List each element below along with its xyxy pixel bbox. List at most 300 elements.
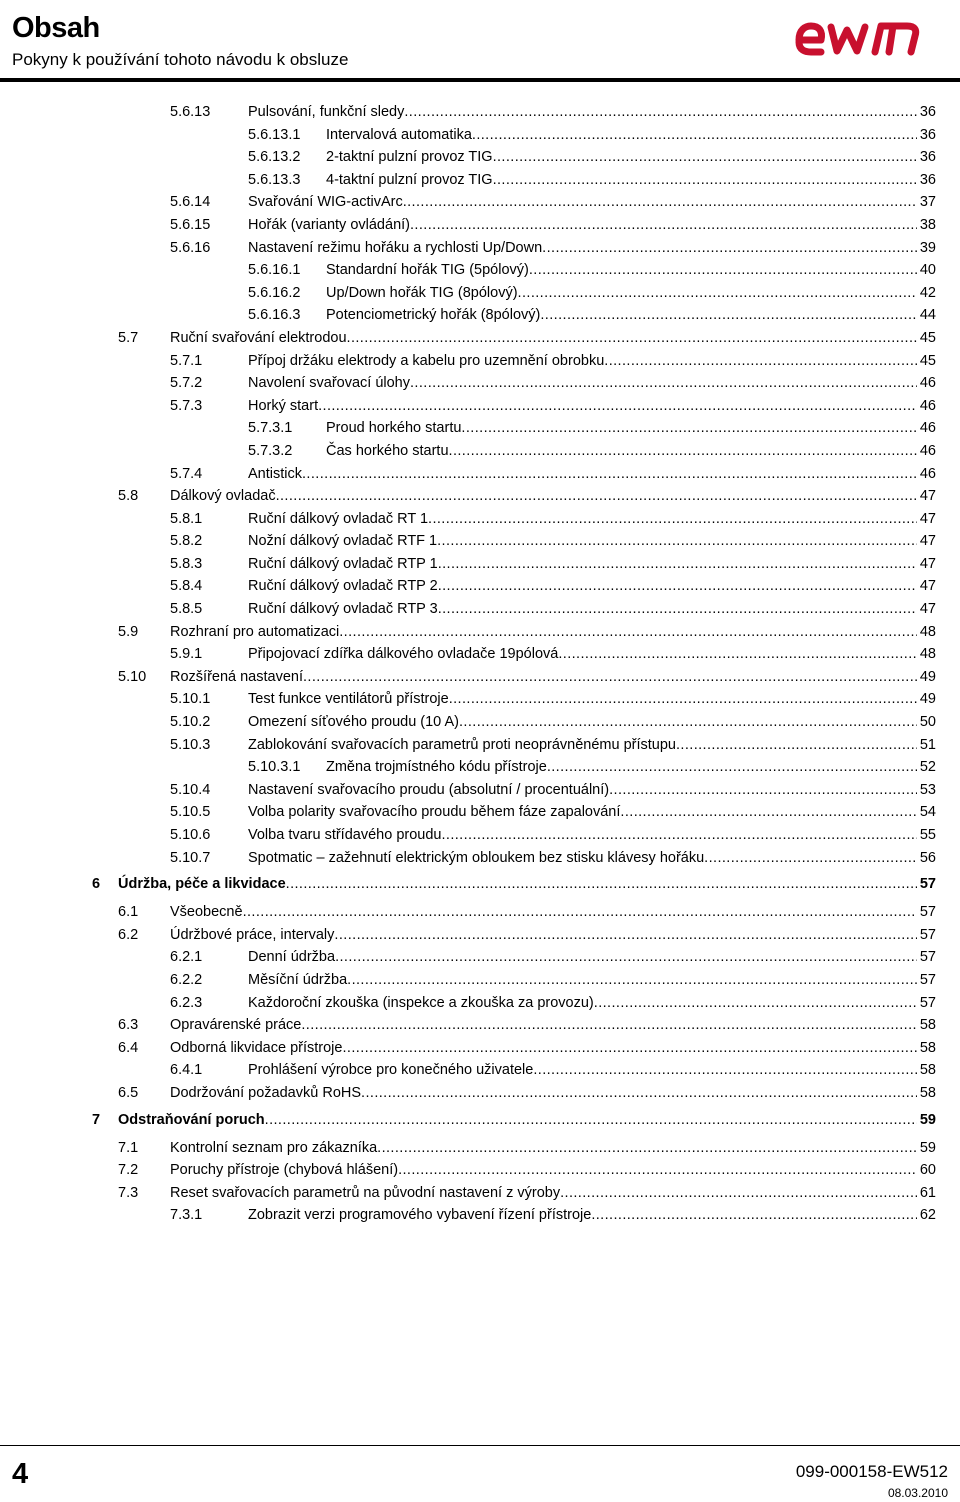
toc-entry-line <box>248 192 936 212</box>
toc-entry-title: Ruční svařování elektrodou <box>170 329 347 346</box>
dot-leader <box>301 1015 917 1035</box>
toc-entry-title: Měsíční údržba <box>248 971 348 988</box>
toc-entry-line <box>248 576 936 596</box>
toc-entry-line <box>248 464 936 484</box>
toc-entry-title: Ruční dálkový ovladač RTP 3 <box>248 601 438 618</box>
toc-entry-page: 61 <box>919 1184 936 1201</box>
dot-leader <box>276 486 917 506</box>
toc-entry-line <box>326 125 936 145</box>
toc-entry-number: 5.7.4 <box>170 465 203 482</box>
toc-entry[interactable] <box>0 351 960 374</box>
toc-entry[interactable] <box>0 689 960 712</box>
toc-entry-page: 47 <box>919 488 936 505</box>
toc-entry-page: 57 <box>919 876 936 893</box>
dot-leader <box>449 441 917 461</box>
toc-entry-page: 58 <box>919 1039 936 1056</box>
toc-entry-page: 40 <box>919 262 936 279</box>
toc-entry-page: 50 <box>919 714 936 731</box>
toc-entry[interactable] <box>0 238 960 261</box>
toc-entry-title: 4-taktní pulzní provoz TIG <box>326 171 493 188</box>
toc-entry-number: 5.10.2 <box>170 714 211 731</box>
toc-entry-number: 5.6.16.1 <box>248 262 301 279</box>
toc-entry-line <box>248 215 936 235</box>
toc-entry-page: 58 <box>919 1084 936 1101</box>
toc-entry-page: 46 <box>919 397 936 414</box>
toc-entry-title: Přípoj držáku elektrody a kabelu pro uzemnění obrobku <box>248 352 605 369</box>
toc-entry-number: 6 <box>92 876 101 893</box>
page-header <box>0 0 960 78</box>
dot-leader <box>461 418 917 438</box>
footer-doc-number: 099-000158-EW512 <box>795 1462 948 1481</box>
dot-leader <box>303 667 917 687</box>
dot-leader <box>318 396 917 416</box>
toc-entry[interactable] <box>0 848 960 871</box>
toc-entry-title: Denní údržba <box>248 949 336 966</box>
toc-entry[interactable] <box>0 902 960 925</box>
toc-entry-number: 5.7.3.2 <box>248 442 293 459</box>
toc-entry[interactable] <box>0 554 960 577</box>
toc-entry-title: Potenciometrický hořák (8pólový) <box>326 307 541 324</box>
toc-entry[interactable] <box>0 441 960 464</box>
toc-entry-title: Ruční dálkový ovladač RTP 1 <box>248 555 438 572</box>
toc-entry-page: 36 <box>919 171 936 188</box>
toc-entry-title: Dálkový ovladač <box>170 488 276 505</box>
dot-leader <box>620 802 917 822</box>
toc-entry-line <box>118 870 936 898</box>
toc-entry-title: Proud horkého startu <box>326 420 462 437</box>
toc-entry-number: 6.5 <box>118 1084 139 1101</box>
toc-entry[interactable] <box>0 170 960 193</box>
toc-entry[interactable] <box>0 418 960 441</box>
dot-leader <box>540 305 917 325</box>
toc-entry-number: 5.6.16.2 <box>248 284 301 301</box>
toc-entry-title: Hořák (varianty ovládání) <box>248 216 410 233</box>
header-rule <box>0 78 960 82</box>
toc-entry-page: 48 <box>919 623 936 640</box>
toc-entry-line <box>248 644 936 664</box>
toc-entry-title: Omezení síťového proudu (10 A) <box>248 714 459 731</box>
toc-entry[interactable] <box>0 993 960 1016</box>
toc-entry[interactable] <box>0 373 960 396</box>
dot-leader <box>533 1060 917 1080</box>
toc-entry-page: 44 <box>919 307 936 324</box>
toc-entry-number: 7.1 <box>118 1139 139 1156</box>
toc-entry-title: Čas horkého startu <box>326 442 449 459</box>
dot-leader <box>335 947 917 967</box>
toc-entry[interactable] <box>0 870 960 902</box>
toc-entry[interactable] <box>0 825 960 848</box>
dot-leader <box>361 1083 917 1103</box>
toc-entry[interactable] <box>0 802 960 825</box>
toc-entry-page: 48 <box>919 646 936 663</box>
toc-entry[interactable] <box>0 283 960 306</box>
dot-leader <box>676 735 917 755</box>
dot-leader <box>529 260 917 280</box>
toc-entry-page: 47 <box>919 578 936 595</box>
toc-entry-page: 54 <box>919 804 936 821</box>
dot-leader <box>265 1106 917 1134</box>
toc-entry-line <box>248 712 936 732</box>
toc-entry-number: 5.6.13 <box>170 104 211 120</box>
toc-entry-line <box>326 147 936 167</box>
dot-leader <box>459 712 917 732</box>
toc-entry-line <box>248 947 936 967</box>
toc-entry-title: Dodržování požadavků RoHS <box>170 1084 362 1101</box>
toc-entry[interactable] <box>0 780 960 803</box>
toc-entry-number: 5.6.15 <box>170 216 211 233</box>
toc-entry-number: 5.8.4 <box>170 578 203 595</box>
toc-entry-number: 7.3 <box>118 1184 139 1201</box>
toc-entry-number: 5.10.5 <box>170 804 211 821</box>
toc-entry[interactable] <box>0 925 960 948</box>
toc-entry-title: Volba tvaru střídavého proudu <box>248 827 442 843</box>
toc-entry-page: 52 <box>919 759 936 776</box>
toc-entry-line <box>248 848 936 868</box>
toc-entry[interactable] <box>0 622 960 645</box>
toc-entry[interactable] <box>0 599 960 622</box>
toc-entry-title: Spotmatic – zažehnutí elektrickým obloukem bez stisku klávesy hořáku <box>248 849 705 866</box>
toc-entry[interactable] <box>0 1015 960 1038</box>
dot-leader <box>542 238 917 258</box>
toc-entry-line <box>170 1015 936 1035</box>
page-title: Obsah <box>12 12 100 44</box>
toc-entry[interactable] <box>0 735 960 758</box>
toc-entry-page: 37 <box>919 194 936 211</box>
page-subtitle: Pokyny k používání tohoto návodu k obsluze <box>12 50 349 69</box>
toc-entry-number: 5.6.14 <box>170 194 211 211</box>
toc-entry-line <box>248 351 936 371</box>
toc-entry-page: 58 <box>919 1017 936 1034</box>
toc-entry-title: Ruční dálkový ovladač RT 1 <box>248 510 429 527</box>
toc-entry-title: Volba polarity svařovacího proudu během fáze zapalování <box>248 804 621 821</box>
toc-entry-line <box>326 170 936 190</box>
toc-entry-title: Opravárenské práce <box>170 1017 302 1034</box>
toc-entry[interactable] <box>0 1160 960 1183</box>
dot-leader <box>547 757 917 777</box>
toc-entry-number: 6.4 <box>118 1039 139 1056</box>
toc-entry-line <box>326 260 936 280</box>
toc-entry-line <box>170 1038 936 1058</box>
toc-entry-line <box>326 283 936 303</box>
toc-entry[interactable] <box>0 328 960 351</box>
dot-leader <box>339 622 917 642</box>
toc-entry-title: Up/Down hořák TIG (8pólový) <box>326 284 518 301</box>
toc-entry-title: Reset svařovacích parametrů na původní nastavení z výroby <box>170 1184 561 1201</box>
toc-entry-line <box>326 418 936 438</box>
toc-entry[interactable] <box>0 102 960 125</box>
dot-leader <box>302 464 917 484</box>
toc-entry-line <box>118 1106 936 1134</box>
toc-entry-page: 46 <box>919 420 936 437</box>
dot-leader <box>604 351 917 371</box>
dot-leader <box>704 848 917 868</box>
toc-entry[interactable] <box>0 1038 960 1061</box>
toc-entry[interactable] <box>0 192 960 215</box>
toc-entry-number: 5.6.13.3 <box>248 171 301 188</box>
toc-entry-number: 5.9.1 <box>170 646 203 663</box>
toc-entry[interactable] <box>0 576 960 599</box>
toc-entry-title: Antistick <box>248 465 302 482</box>
toc-entry-line <box>170 1138 936 1158</box>
toc-entry-line <box>248 1205 936 1225</box>
toc-entry-number: 5.6.13.2 <box>248 149 301 166</box>
toc-entry[interactable] <box>0 1205 960 1228</box>
toc-entry-page: 57 <box>919 949 936 966</box>
toc-entry-number: 5.10.1 <box>170 691 211 708</box>
toc-entry-title: Zobrazit verzi programového vybavení řízení přístroje <box>248 1207 592 1224</box>
dot-leader <box>398 1160 917 1180</box>
toc-entry-number: 7.2 <box>118 1162 139 1179</box>
dot-leader <box>441 825 917 845</box>
toc-entry[interactable] <box>0 1138 960 1161</box>
dot-leader <box>403 192 917 212</box>
toc-entry-page: 46 <box>919 442 936 459</box>
toc-entry-line <box>248 554 936 574</box>
toc-entry-page: 45 <box>919 352 936 369</box>
toc-entry-number: 5.9 <box>118 623 139 640</box>
toc-entry-line <box>248 373 936 393</box>
toc-entry-line <box>248 993 936 1013</box>
toc-entry-page: 49 <box>919 691 936 708</box>
toc-entry-page: 57 <box>919 971 936 988</box>
toc-entry-title: Připojovací zdířka dálkového ovladače 19pólová <box>248 646 559 663</box>
toc-entry-title: Kontrolní seznam pro zákazníka <box>170 1139 378 1156</box>
toc-entry-line <box>170 1160 936 1180</box>
toc-entry-page: 36 <box>919 149 936 166</box>
toc-entry-title: Nastavení svařovacího proudu (absolutní / procentuální) <box>248 781 610 798</box>
toc-entry[interactable] <box>0 147 960 170</box>
toc-entry-number: 5.7.1 <box>170 352 203 369</box>
toc-entry-page: 56 <box>919 849 936 866</box>
toc-entry-line <box>248 689 936 709</box>
toc-entry-title: Všeobecně <box>170 904 243 921</box>
toc-entry[interactable] <box>0 667 960 690</box>
dot-leader <box>438 576 917 596</box>
toc-entry-line <box>248 102 936 122</box>
toc-entry-line <box>248 780 936 800</box>
toc-entry-page: 62 <box>919 1207 936 1224</box>
toc-entry-line <box>170 902 936 922</box>
dot-leader <box>493 147 917 167</box>
toc-entry[interactable] <box>0 947 960 970</box>
toc-entry-title: Intervalová automatika <box>326 126 472 143</box>
toc-entry-number: 5.7.3 <box>170 397 203 414</box>
toc-entry-page: 58 <box>919 1062 936 1079</box>
toc-entry-page: 59 <box>919 1139 936 1156</box>
dot-leader <box>609 780 917 800</box>
toc-entry-number: 5.6.16.3 <box>248 307 301 324</box>
dot-leader <box>404 102 917 122</box>
toc-entry-line <box>170 925 936 945</box>
toc-entry[interactable] <box>0 1106 960 1138</box>
toc-entry-number: 6.4.1 <box>170 1062 203 1079</box>
toc-entry-page: 47 <box>919 510 936 527</box>
dot-leader <box>493 170 917 190</box>
toc-entry[interactable] <box>0 1083 960 1106</box>
toc-entry-number: 7 <box>92 1111 101 1128</box>
toc-entry-page: 47 <box>919 533 936 550</box>
toc-entry[interactable] <box>0 757 960 780</box>
toc-entry-page: 57 <box>919 994 936 1011</box>
table-of-contents <box>0 102 960 1228</box>
dot-leader <box>518 283 917 303</box>
toc-entry[interactable] <box>0 509 960 532</box>
dot-leader <box>594 993 917 1013</box>
toc-entry-page: 39 <box>919 239 936 256</box>
toc-entry-page: 57 <box>919 904 936 921</box>
toc-entry-title: Nožní dálkový ovladač RTF 1 <box>248 533 438 550</box>
toc-entry[interactable] <box>0 712 960 735</box>
toc-entry-number: 5.10.6 <box>170 827 211 843</box>
dot-leader <box>377 1138 917 1158</box>
dot-leader <box>428 509 917 529</box>
toc-entry-title: Horký start <box>248 397 319 414</box>
toc-entry-title: Standardní hořák TIG (5pólový) <box>326 262 529 279</box>
toc-entry-title: Prohlášení výrobce pro konečného uživatele <box>248 1062 534 1079</box>
toc-entry-line <box>170 1083 936 1103</box>
ewm-logo <box>793 18 935 58</box>
toc-entry-page: 60 <box>919 1162 936 1179</box>
toc-entry-page: 45 <box>919 329 936 346</box>
toc-entry-number: 5.8.2 <box>170 533 203 550</box>
toc-entry-page: 47 <box>919 555 936 572</box>
toc-entry-number: 5.10.3 <box>170 736 211 753</box>
dot-leader <box>558 644 917 664</box>
toc-entry-number: 5.8.5 <box>170 601 203 618</box>
toc-entry-title: Poruchy přístroje (chybová hlášení) <box>170 1162 399 1179</box>
toc-entry-number: 5.10.4 <box>170 781 211 798</box>
toc-entry-title: 2-taktní pulzní provoz TIG <box>326 149 493 166</box>
toc-entry-title: Test funkce ventilátorů přístroje <box>248 691 449 708</box>
dot-leader <box>243 902 917 922</box>
toc-entry-number: 5.7.2 <box>170 375 203 392</box>
toc-entry-number: 6.2.2 <box>170 971 203 988</box>
dot-leader <box>438 599 917 619</box>
toc-entry-number: 5.10 <box>118 668 147 685</box>
toc-entry-line <box>248 531 936 551</box>
toc-entry-page: 42 <box>919 284 936 301</box>
toc-entry-number: 5.8.1 <box>170 510 203 527</box>
toc-entry-number: 5.6.16 <box>170 239 211 256</box>
dot-leader <box>560 1183 917 1203</box>
toc-entry-line <box>248 1060 936 1080</box>
toc-entry-number: 6.2.3 <box>170 994 203 1011</box>
dot-leader <box>437 531 917 551</box>
toc-entry-line <box>248 238 936 258</box>
toc-entry[interactable] <box>0 260 960 283</box>
dot-leader <box>342 1038 917 1058</box>
dot-leader <box>347 970 917 990</box>
footer-rule <box>0 1445 960 1446</box>
toc-entry-number: 6.3 <box>118 1017 139 1034</box>
toc-entry-title: Změna trojmístného kódu přístroje <box>326 759 547 776</box>
toc-entry-line <box>248 735 936 755</box>
toc-entry[interactable] <box>0 125 960 148</box>
footer-page-number: 4 <box>12 1458 29 1490</box>
toc-entry-number: 5.10.7 <box>170 849 211 866</box>
toc-entry[interactable] <box>0 1183 960 1206</box>
toc-entry-page: 46 <box>919 465 936 482</box>
toc-entry-page: 51 <box>919 736 936 753</box>
dot-leader <box>472 125 917 145</box>
toc-entry[interactable] <box>0 396 960 419</box>
toc-entry[interactable] <box>0 305 960 328</box>
toc-entry-page: 36 <box>919 104 936 120</box>
toc-entry[interactable] <box>0 644 960 667</box>
toc-entry-number: 5.8 <box>118 488 139 505</box>
toc-entry-page: 46 <box>919 375 936 392</box>
dot-leader <box>410 373 917 393</box>
toc-entry-line <box>248 825 936 845</box>
toc-entry-number: 5.7 <box>118 329 139 346</box>
toc-entry-line <box>248 599 936 619</box>
toc-entry-page: 57 <box>919 926 936 943</box>
toc-entry-page: 59 <box>919 1111 936 1128</box>
toc-entry-title: Navolení svařovací úlohy <box>248 375 410 392</box>
toc-entry-number: 6.2.1 <box>170 949 203 966</box>
toc-entry-page: 49 <box>919 668 936 685</box>
toc-entry-page: 53 <box>919 781 936 798</box>
toc-entry-line <box>326 441 936 461</box>
toc-entry-page: 55 <box>919 827 936 843</box>
toc-entry-line <box>248 396 936 416</box>
footer-date: 08.03.2010 <box>887 1486 948 1500</box>
dot-leader <box>347 328 917 348</box>
toc-entry-number: 5.8.3 <box>170 555 203 572</box>
toc-entry[interactable] <box>0 531 960 554</box>
toc-entry-line <box>248 509 936 529</box>
toc-entry-title: Zablokování svařovacích parametrů proti neoprávněnému přístupu <box>248 736 676 753</box>
toc-entry-number: 5.7.3.1 <box>248 420 293 437</box>
toc-entry-title: Rozhraní pro automatizaci <box>170 623 340 640</box>
toc-entry[interactable] <box>0 1060 960 1083</box>
toc-entry-title: Údržba, péče a likvidace <box>118 876 286 893</box>
toc-entry-page: 36 <box>919 126 936 143</box>
toc-entry[interactable] <box>0 970 960 993</box>
dot-leader <box>449 689 917 709</box>
toc-entry[interactable] <box>0 486 960 509</box>
toc-entry-page: 47 <box>919 601 936 618</box>
toc-entry-line <box>326 757 936 777</box>
toc-entry-line <box>170 486 936 506</box>
toc-entry-line <box>170 328 936 348</box>
toc-entry-number: 5.10.3.1 <box>248 759 301 776</box>
dot-leader <box>334 925 917 945</box>
toc-entry-line <box>248 970 936 990</box>
dot-leader <box>438 554 917 574</box>
toc-entry-line <box>170 667 936 687</box>
dot-leader <box>410 215 917 235</box>
toc-entry-line <box>170 622 936 642</box>
toc-entry-title: Pulsování, funkční sledy <box>248 104 405 120</box>
toc-entry-title: Odstraňování poruch <box>118 1111 265 1128</box>
toc-entry-title: Každoroční zkouška (inspekce a zkouška za provozu) <box>248 994 594 1011</box>
toc-entry-number: 7.3.1 <box>170 1207 203 1224</box>
dot-leader <box>286 870 917 898</box>
toc-entry-line <box>326 305 936 325</box>
dot-leader <box>591 1205 917 1225</box>
toc-entry-number: 6.1 <box>118 904 139 921</box>
toc-entry-number: 6.2 <box>118 926 139 943</box>
toc-entry-title: Svařování WIG-activArc <box>248 194 403 211</box>
toc-entry[interactable] <box>0 464 960 487</box>
toc-entry-title: Odborná likvidace přístroje <box>170 1039 343 1056</box>
toc-entry-line <box>248 802 936 822</box>
toc-entry-title: Rozšířená nastavení <box>170 668 303 685</box>
toc-entry[interactable] <box>0 215 960 238</box>
toc-entry-page: 38 <box>919 216 936 233</box>
toc-entry-title: Ruční dálkový ovladač RTP 2 <box>248 578 438 595</box>
